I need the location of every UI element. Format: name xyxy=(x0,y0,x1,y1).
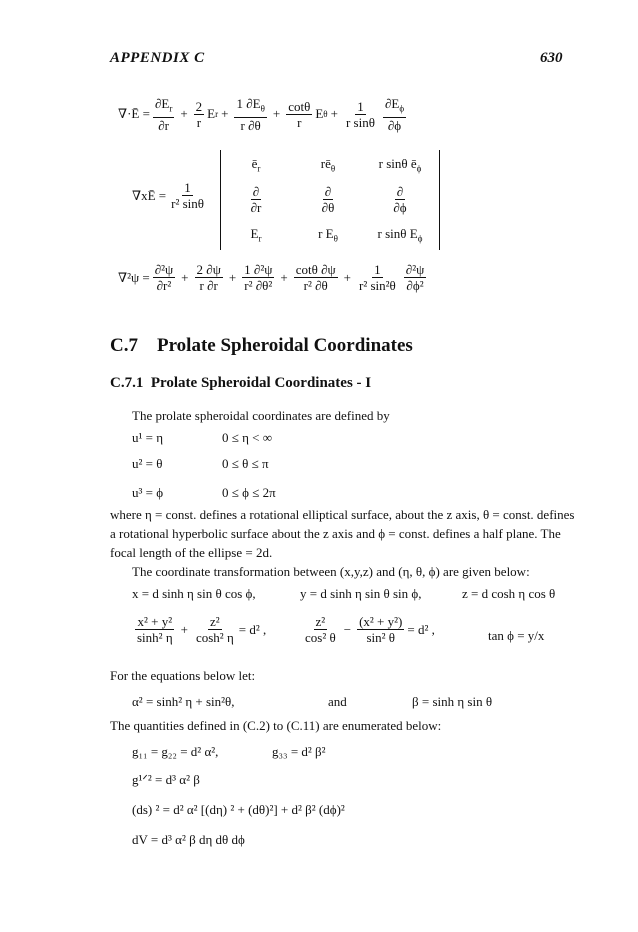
lap-term-4: $\frac{\cot\theta \partial\psi}{\text{r² ∂θ}}$ xyxy=(295,262,336,293)
z-equation: z = d cosh η cos θ xyxy=(462,586,556,601)
div-term-5: $\frac{1}{\text{r sinθ}}$ xyxy=(345,98,375,130)
det-r2c3: $\frac{\partial}{\partial\phi}$ xyxy=(393,184,407,215)
section-heading: C.7 Prolate Spheroidal Coordinates xyxy=(110,335,413,356)
intro-text: The prolate spheroidal coordinates are defined by xyxy=(132,408,390,423)
div-term-4: $\frac{\cot\theta}{r}$ xyxy=(288,98,311,130)
det-r1c1: $ē_r$ xyxy=(251,156,261,174)
subsection-heading: C.7.1 Prolate Spheroidal Coordinates - I xyxy=(110,375,372,391)
page-number: 630 xyxy=(540,50,563,66)
lap-term-5: $\frac{1}{\text{r² sin²θ}}$ xyxy=(359,262,396,293)
beta-definition: β = sinh η sin θ xyxy=(412,694,493,709)
det-r2c1: $\frac{\partial}{\partial r}$ xyxy=(250,184,262,215)
det-r3c3: r sinθ $E_\phi$ xyxy=(377,226,423,244)
curl-lhs: ∇xĒ = $\frac{1}{\text{r² sinθ}}$ xyxy=(132,180,204,211)
lap-term-1: $\frac{\text{∂²ψ}}{\text{∂r²}}$ xyxy=(154,262,174,293)
jacobian: g¹ᐟ² = d³ α² β xyxy=(132,772,200,787)
range-u2: 0 ≤ θ ≤ π xyxy=(222,456,269,471)
lap-term-3: $\frac{\text{1 ∂²ψ}}{\text{r² ∂θ²}}$ xyxy=(244,262,273,293)
range-u3: 0 ≤ ϕ ≤ 2π xyxy=(222,485,276,500)
det-r3c1: $E_r$ xyxy=(250,226,262,244)
lap-lhs: ∇²ψ = xyxy=(118,269,150,285)
div-term-3: $\frac{1 \partial E_\theta}{r \partial\theta}$ xyxy=(236,96,265,133)
curl-determinant xyxy=(220,150,440,250)
ellipse-equation: $\frac{\text{x² + y²}}{\text{sinh² η}}$ + $\frac{\text{z²}}{\text{cosh² η}}$ = d² , xyxy=(137,614,267,645)
det-r1c2: $rē_\theta$ xyxy=(320,156,336,174)
lap-term-2: $\frac{2 \partial\psi}{r \partial r}$ xyxy=(196,262,221,293)
range-u1: 0 ≤ η < ∞ xyxy=(222,430,273,445)
div-term-6: $\frac{\partial E_\phi}{\partial\phi}$ xyxy=(384,96,405,133)
metric-g33: g₃₃ = d² β² xyxy=(272,744,326,759)
laplacian-equation: ∇²ψ = $\frac{\text{∂²ψ}}{\text{∂r²}}$ + $\frac{2 \partial\psi}{r \partial r}$ + $\frac{\text{1 ∂²ψ}}{\text{r² ∂θ²}}$ + $\frac{\cot\theta \partial\psi}{\text{r² ∂θ}}$ + $\frac{1}{\text{r² sin²θ}}$ $\frac{\text{∂²ψ}}{\text{∂ϕ²}}$ xyxy=(118,262,425,293)
line-element: (ds) ² = d² α² [(dη) ² + (dθ)²] + d² β² (dϕ)² xyxy=(132,802,345,817)
volume-element: dV = d³ α² β dη dθ dϕ xyxy=(132,832,245,847)
def-u3: u³ = ϕ xyxy=(132,485,164,500)
y-equation: y = d sinh η sin θ sin ϕ, xyxy=(300,586,422,601)
lap-term-6: $\frac{\text{∂²ψ}}{\text{∂ϕ²}}$ xyxy=(405,262,425,293)
div-lhs: ∇·Ē = xyxy=(118,106,150,122)
alpha-definition: α² = sinh² η + sin²θ, xyxy=(132,694,235,709)
quantities-intro: The quantities defined in (C.2) to (C.11) are enumerated below: xyxy=(110,718,442,733)
det-r2c2: $\frac{\partial}{\partial\theta}$ xyxy=(321,184,335,215)
let-text: For the equations below let: xyxy=(110,668,256,683)
hyperbola-equation: $\frac{\text{z²}}{\text{cos² θ}}$ − $\frac{\text{(x² + y²)}}{\text{sin² θ}}$ = d² , xyxy=(305,614,435,645)
def-u1: u¹ = η xyxy=(132,430,164,445)
metric-g11: g₁₁ = g₂₂ = d² α², xyxy=(132,744,219,759)
det-r3c2: r $E_\theta$ xyxy=(318,226,338,244)
det-r1c3: r sinθ $ē_\phi$ xyxy=(378,156,422,174)
and-text: and xyxy=(328,694,347,709)
x-equation: x = d sinh η sin θ cos ϕ, xyxy=(132,586,256,601)
def-u2: u² = θ xyxy=(132,456,163,471)
running-header: APPENDIX C xyxy=(110,50,205,66)
div-term-1: $\frac{\partial E_r}{\partial r}$ xyxy=(154,96,173,133)
transform-intro: The coordinate transformation between (x,y,z) and (η, θ, ϕ) are given below: xyxy=(132,564,530,579)
where-line-2: a rotational hyperbolic surface about the z axis and ϕ = const. defines a half plane. The xyxy=(110,526,561,541)
where-line-3: focal length of the ellipse = 2d. xyxy=(110,545,273,560)
curl-coefficient: $\frac{1}{\text{r² sinθ}}$ xyxy=(171,180,204,211)
where-line-1: where η = const. defines a rotational elliptical surface, about the z axis, θ = const. defines xyxy=(110,507,575,522)
tan-equation: tan ϕ = y/x xyxy=(488,628,545,643)
divergence-equation: ∇·Ē = $\frac{\partial E_r}{\partial r}$ + $\frac{2}{r}$ E r + $\frac{1 \partial E_\theta}{r \partial\theta}$ + $\frac{\cot\theta}{r}$ E θ + $\frac{1}{\text{r sinθ}}$ $\frac{\partial E_\phi}{\partial\phi}$ xyxy=(118,96,405,133)
div-term-2: $\frac{2}{r}$ xyxy=(195,98,203,130)
